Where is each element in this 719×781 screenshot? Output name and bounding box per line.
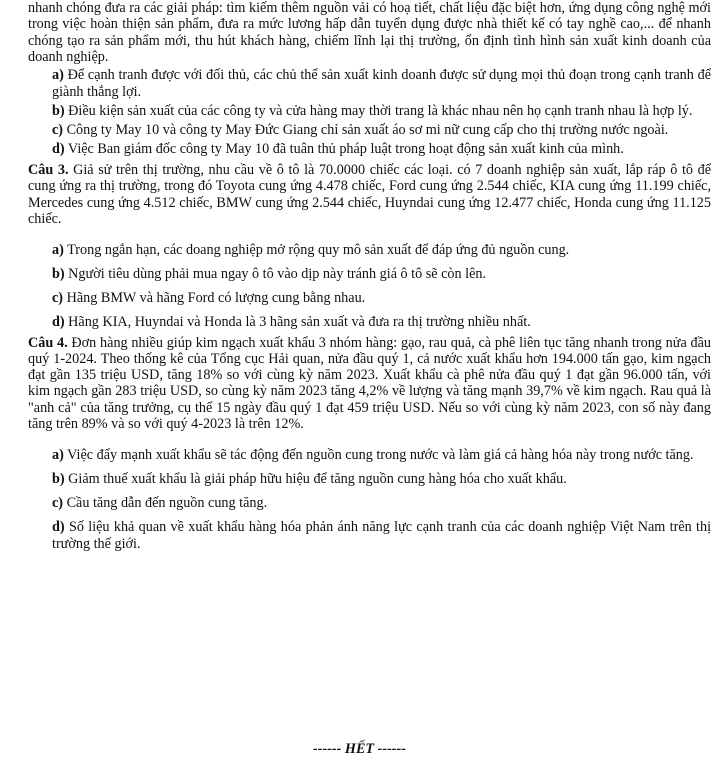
- option-label: b): [52, 265, 65, 282]
- option-label: c): [52, 494, 64, 511]
- option-label: d): [52, 518, 65, 535]
- q3-option-c: [52, 290, 711, 307]
- prev-option-a: [52, 67, 711, 101]
- option-text: Trong ngắn hạn, các doang nghiệp mở rộng quy mô sản xuất để đáp ứng đủ nguồn cung.: [67, 241, 570, 258]
- option-text: Hãng BMW và hãng Ford có lượng cung bằng nhau.: [66, 289, 366, 306]
- question-4: [28, 335, 711, 433]
- question-number: Câu 4.: [28, 334, 68, 351]
- prev-option-c: [52, 122, 711, 139]
- q4-option-a: [52, 447, 711, 464]
- option-text: Để cạnh tranh được với đối thủ, các chủ thể sản xuất kinh doanh được sử dụng mọi thủ đoạn trong cạnh tranh để giành thắng lợi.: [52, 67, 712, 101]
- question-text: Giả sử trên thị trường, nhu cầu về ô tô là 70.0000 chiếc các loại. có 7 doanh nghiệp sản xuất, lắp ráp ô tô để cung ứng ra thị trường, trong đó Toyota cung ứng 4.478 chiếc, Ford cung ứng 2.544 chiếc, KIA cung ứng 11.199 chiếc, Mercedes cung ứng 4.512 chiếc, BMW cung ứng 2.544 chiếc, Huyndai cung ứng 12.477 chiếc, Honda cung ứng 11.125 chiếc.: [28, 162, 711, 228]
- option-text: Người tiêu dùng phải mua ngay ô tô vào dịp này tránh giá ô tô sẽ còn lên.: [68, 265, 487, 282]
- question-text: Đơn hàng nhiều giúp kim ngạch xuất khẩu 3 nhóm hàng: gạo, rau quả, cà phê liên tục tăng nhanh trong nửa đầu quý 1-2024. Theo thống kê của Tổng cục Hải quan, nửa đầu quý 1, cả nước xuất khẩu hơn 194.000 tấn gạo, kim ngạch đạt gần 135 triệu USD, tăng 18% so với cùng kỳ năm 2023. Xuất khẩu cà phê nửa đầu quý 1 đạt gần 96.000 tấn, với kim ngạch gần 283 triệu USD, so cùng kỳ năm 2023 tăng 4,2% về lượng và tăng mạnh 39,7% về kim ngạch. Rau quả là "anh cả" của tăng trưởng, cụ thể 15 ngày đầu quý 1 đạt 459 triệu USD. Nếu so với cùng kỳ năm 2023, con số này đang tăng trên 89% và so với quý 4-2023 là trên 12%.: [28, 334, 711, 433]
- option-text: Số liệu khả quan về xuất khẩu hàng hóa phản ánh năng lực cạnh tranh của các doanh nghiệp Việt Nam trên thị trường thế giới.: [52, 518, 712, 552]
- question-number: Câu 3.: [28, 162, 69, 179]
- q4-option-d: [52, 519, 711, 553]
- option-text: Việc đẩy mạnh xuất khẩu sẽ tác động đến nguồn cung trong nước và làm giá cả hàng hóa này trong nước tăng.: [67, 446, 694, 463]
- q3-option-b: [52, 266, 711, 283]
- prev-option-d: [52, 141, 711, 158]
- q4-option-b: [52, 471, 711, 488]
- option-label: a): [52, 241, 64, 258]
- prev-option-b: [52, 103, 711, 120]
- option-label: a): [52, 446, 64, 463]
- option-label: a): [52, 67, 64, 84]
- q3-option-d: [52, 314, 711, 331]
- option-label: b): [52, 470, 65, 487]
- option-label: d): [52, 313, 65, 330]
- question-3: [28, 162, 711, 227]
- q4-option-c: [52, 495, 711, 512]
- option-text: Giảm thuế xuất khẩu là giải pháp hữu hiệu để tăng nguồn cung hàng hóa cho xuất khẩu.: [68, 470, 567, 487]
- option-label: d): [52, 141, 65, 158]
- end-marker: ------ HẾT ------: [313, 741, 406, 757]
- option-text: Cầu tăng dẫn đến nguồn cung tăng.: [66, 494, 268, 511]
- option-text: Công ty May 10 và công ty May Đức Giang chỉ sản xuất áo sơ mi nữ cung cấp cho thị trường nước ngoài.: [66, 122, 669, 139]
- option-label: b): [52, 103, 65, 120]
- intro-paragraph: nhanh chóng đưa ra các giải pháp: tìm kiếm thêm nguồn vải có hoạ tiết, chất liệu đặc biệt hơn, ứng dụng công nghệ mới trong việc hoàn thiện sản phẩm, đưa ra mức lương hấp dẫn tuyển dụng được nhà thiết kế có tay nghề cao,... để nhanh chóng tạo ra sản phẩm mới, thu hút khách hàng, chiếm lĩnh lại thị trường, ổn định tình hình sản xuất kinh doanh của doanh nghiệp.: [28, 0, 711, 65]
- option-text: Điều kiện sản xuất của các công ty và cửa hàng may thời trang là khác nhau nên họ cạnh tranh nhau là hợp lý.: [68, 103, 693, 120]
- option-text: Việc Ban giám đốc công ty May 10 đã tuân thủ pháp luật trong hoạt động sản xuất kinh của mình.: [67, 141, 624, 158]
- option-label: c): [52, 122, 64, 139]
- option-label: c): [52, 289, 64, 306]
- option-text: Hãng KIA, Huyndai và Honda là 3 hãng sản xuất và đưa ra thị trường nhiều nhất.: [68, 313, 531, 330]
- q3-option-a: [52, 242, 711, 259]
